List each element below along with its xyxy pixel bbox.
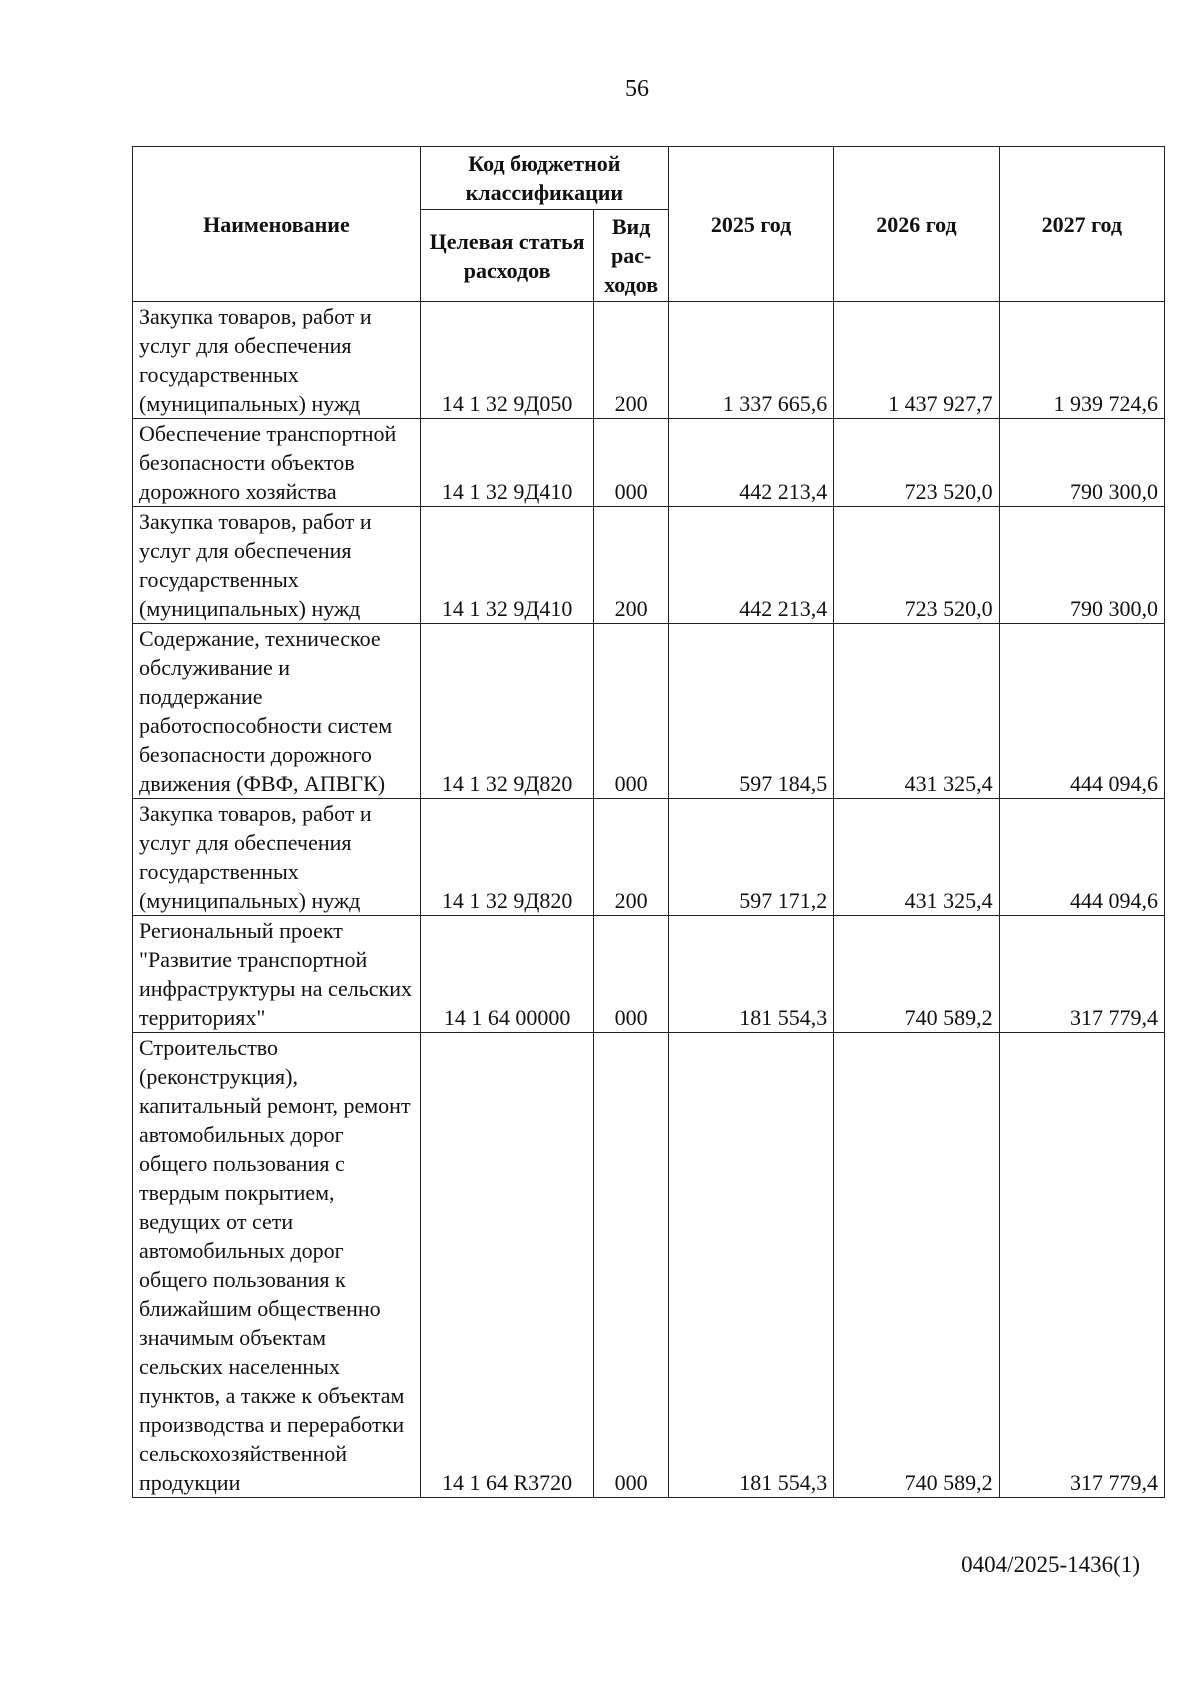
table-row (133, 419, 1165, 507)
row-value-2025: 181 554,3 (668, 916, 833, 1033)
row-value-2026: 740 589,2 (834, 1033, 999, 1498)
row-expense-type: 000 (594, 916, 669, 1033)
row-value-2025: 442 213,4 (668, 507, 833, 624)
row-value-2027: 317 779,4 (999, 916, 1164, 1033)
row-value-2027: 790 300,0 (999, 419, 1164, 507)
row-target-article: 14 1 32 9Д820 (420, 799, 594, 916)
budget-table (132, 146, 1165, 1498)
row-target-article: 14 1 32 9Д050 (420, 302, 594, 419)
row-value-2025: 597 184,5 (668, 624, 833, 799)
row-name: Строительство (реконструкция), капитальный ремонт, ремонт автомобильных дорог общего пользования с твердым покрытием, ведущих от сети автомобильных дорог общего пользования к ближайшим общественно значимым объектам сельских населенных пунктов, а также к объектам производства и переработки сельскохозяйственной продукции (133, 1033, 421, 1498)
table-row (133, 302, 1165, 419)
row-value-2027: 444 094,6 (999, 624, 1164, 799)
row-name: Обеспечение транспортной безопасности объектов дорожного хозяйства (133, 419, 421, 507)
row-expense-type: 000 (594, 624, 669, 799)
header-target-article: Целевая статья расходов (420, 210, 594, 302)
header-year-2025: 2025 год (668, 147, 833, 302)
row-name: Содержание, техническое обслуживание и поддержание работоспособности систем безопасности дорожного движения (ФВФ, АПВГК) (133, 624, 421, 799)
table-row (133, 1033, 1165, 1498)
table-header-row (133, 147, 1165, 210)
document-number: 0404/2025-1436(1) (961, 1552, 1140, 1577)
table-body (133, 302, 1165, 1498)
row-target-article: 14 1 32 9Д410 (420, 419, 594, 507)
row-value-2026: 740 589,2 (834, 916, 999, 1033)
row-target-article: 14 1 32 9Д410 (420, 507, 594, 624)
row-expense-type: 200 (594, 507, 669, 624)
row-name: Закупка товаров, работ и услуг для обеспечения государственных (муниципальных) нужд (133, 302, 421, 419)
header-expense-type: Вид рас-ходов (594, 210, 669, 302)
header-code-group: Код бюджетной классификации (420, 147, 668, 210)
row-target-article: 14 1 64 R3720 (420, 1033, 594, 1498)
row-expense-type: 000 (594, 419, 669, 507)
row-value-2025: 597 171,2 (668, 799, 833, 916)
row-value-2025: 181 554,3 (668, 1033, 833, 1498)
row-value-2027: 790 300,0 (999, 507, 1164, 624)
header-year-2027: 2027 год (999, 147, 1164, 302)
row-expense-type: 000 (594, 1033, 669, 1498)
row-value-2026: 431 325,4 (834, 624, 999, 799)
row-value-2027: 444 094,6 (999, 799, 1164, 916)
row-name: Закупка товаров, работ и услуг для обеспечения государственных (муниципальных) нужд (133, 799, 421, 916)
row-expense-type: 200 (594, 302, 669, 419)
header-year-2026: 2026 год (834, 147, 999, 302)
header-name: Наименование (133, 147, 421, 302)
table-row (133, 507, 1165, 624)
row-name: Закупка товаров, работ и услуг для обеспечения государственных (муниципальных) нужд (133, 507, 421, 624)
row-expense-type: 200 (594, 799, 669, 916)
row-value-2026: 1 437 927,7 (834, 302, 999, 419)
row-value-2026: 431 325,4 (834, 799, 999, 916)
row-value-2027: 317 779,4 (999, 1033, 1164, 1498)
row-value-2025: 442 213,4 (668, 419, 833, 507)
row-target-article: 14 1 64 00000 (420, 916, 594, 1033)
row-value-2026: 723 520,0 (834, 419, 999, 507)
page-number: 56 (625, 76, 649, 102)
row-value-2026: 723 520,0 (834, 507, 999, 624)
table-row (133, 916, 1165, 1033)
row-value-2025: 1 337 665,6 (668, 302, 833, 419)
table-row (133, 799, 1165, 916)
row-value-2027: 1 939 724,6 (999, 302, 1164, 419)
row-target-article: 14 1 32 9Д820 (420, 624, 594, 799)
table-row (133, 624, 1165, 799)
row-name: Региональный проект "Развитие транспортной инфраструктуры на сельских территориях" (133, 916, 421, 1033)
